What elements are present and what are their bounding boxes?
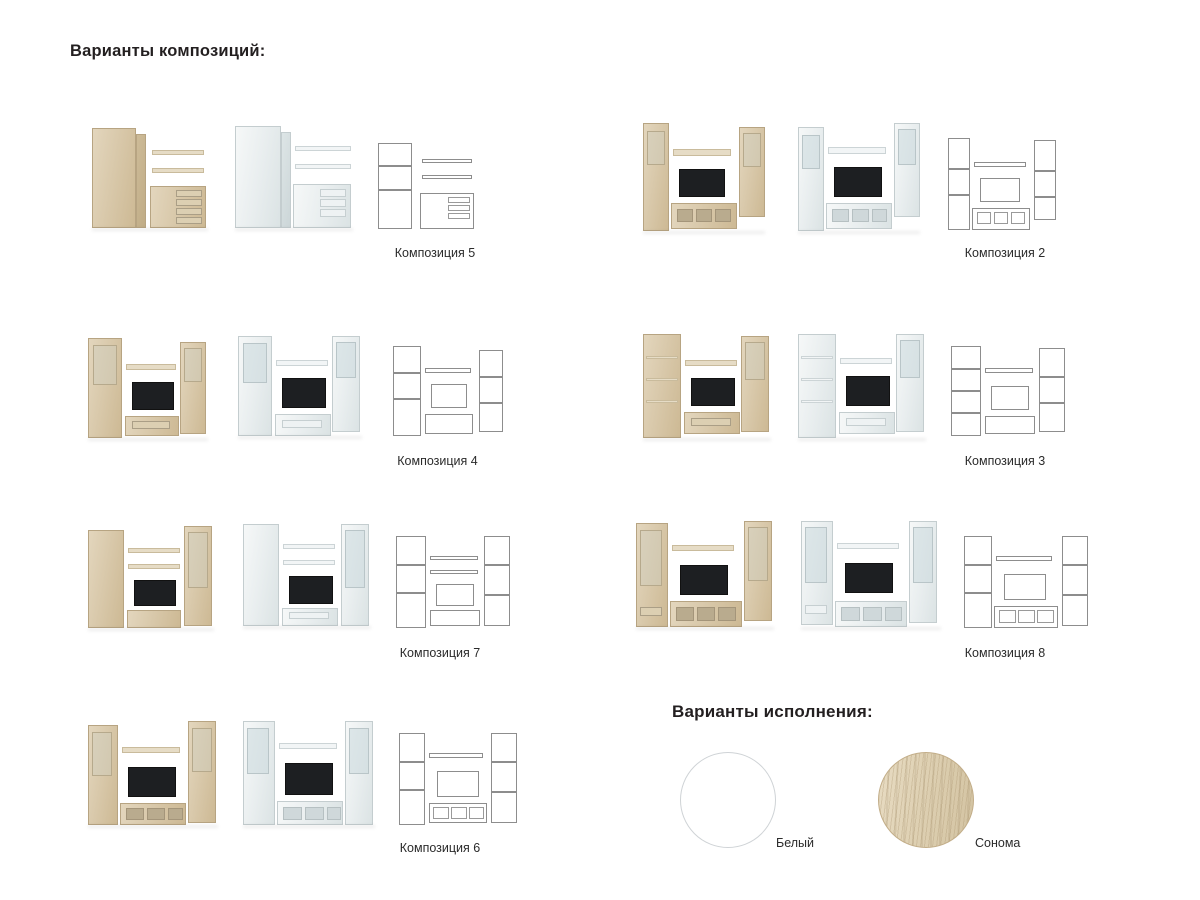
- tv-base: [985, 416, 1035, 434]
- drop-shadow: [243, 626, 371, 629]
- composition-8-variant-white: [795, 521, 945, 636]
- composition-4-variant-white: [230, 336, 370, 446]
- internal-shelf: [1039, 376, 1065, 378]
- tv-screen: [691, 378, 735, 406]
- vitrine-right-glass-door: [913, 527, 933, 583]
- vitrine-left-drawer: [805, 605, 827, 614]
- drop-shadow: [88, 825, 218, 828]
- composition-card-7[interactable]: [70, 510, 510, 660]
- drop-shadow: [801, 627, 941, 630]
- vitrine-right: [1062, 536, 1088, 626]
- internal-shelf: [484, 564, 510, 566]
- tv-base-niche: [718, 607, 736, 621]
- composition-caption: Композиция 4: [397, 454, 478, 468]
- sideboard-drawer: [448, 205, 470, 211]
- wardrobe-left: [396, 536, 426, 628]
- vitrine-right-glass-door: [748, 527, 768, 581]
- vitrine-left: [964, 536, 992, 628]
- wardrobe-left: [243, 524, 279, 626]
- internal-shelf: [393, 398, 421, 400]
- vitrine-right-glass-door: [900, 340, 920, 378]
- tv-base-niche: [147, 808, 165, 820]
- tv-screen: [437, 771, 479, 797]
- wall-shelf-lower: [295, 164, 351, 169]
- tv-screen: [431, 384, 467, 408]
- vitrine-left-glass-door: [805, 527, 827, 583]
- internal-shelf: [948, 194, 970, 196]
- wall-shelf-upper: [422, 159, 472, 163]
- tv-base-niche: [977, 212, 991, 224]
- internal-shelf: [964, 592, 992, 594]
- wall-shelf: [126, 364, 176, 370]
- sideboard-drawer: [448, 197, 470, 203]
- bookcase-shelf: [951, 390, 981, 392]
- sideboard-drawer: [176, 208, 202, 215]
- vitrine-left-glass-door: [243, 343, 267, 383]
- tv-screen: [132, 382, 174, 410]
- open-bookcase-left: [798, 334, 836, 438]
- tv-base-niche: [697, 607, 715, 621]
- bookcase-shelf: [646, 400, 678, 403]
- finish-label-white: Белый: [776, 836, 815, 850]
- vitrine-right-glass-door: [192, 728, 212, 772]
- tv-base-niche: [305, 807, 324, 820]
- composition-caption: Композиция 8: [964, 646, 1046, 660]
- tv-screen: [282, 378, 326, 408]
- composition-8-variant-wireframe: [960, 536, 1095, 636]
- internal-shelf: [393, 372, 421, 374]
- drop-shadow: [643, 231, 765, 234]
- composition-7-variant-wireframe: [390, 536, 520, 636]
- wall-shelf-upper: [283, 544, 335, 549]
- sideboard-drawer: [176, 199, 202, 206]
- drop-shadow: [643, 438, 771, 441]
- composition-card-6[interactable]: [70, 705, 510, 855]
- internal-shelf: [948, 168, 970, 170]
- wall-shelf: [122, 747, 180, 753]
- tv-base-niche: [863, 607, 882, 621]
- wardrobe-left: [88, 530, 124, 628]
- internal-shelf: [378, 165, 412, 167]
- vitrine-right: [484, 536, 510, 626]
- composition-card-8[interactable]: [630, 510, 1075, 660]
- composition-5-variant-wireframe: [370, 143, 490, 238]
- tower-right: [1034, 140, 1056, 220]
- internal-shelf: [479, 376, 503, 378]
- tv-base-niche: [126, 808, 144, 820]
- tv-base-niche: [832, 209, 849, 222]
- internal-shelf: [378, 189, 412, 191]
- tv-base: [430, 610, 480, 626]
- tv-base-drawer: [132, 421, 170, 429]
- tv-screen: [436, 584, 474, 606]
- tv-base-niche: [1018, 610, 1035, 623]
- sideboard-drawer: [448, 213, 470, 219]
- tv-screen: [285, 763, 333, 795]
- tv-screen: [680, 565, 728, 595]
- composition-3-variant-sonoma: [635, 334, 775, 446]
- tv-base-drawer: [846, 418, 886, 426]
- drop-shadow: [92, 228, 208, 231]
- composition-4-variant-wireframe: [385, 346, 515, 446]
- tv-base-niche: [696, 209, 712, 222]
- tv-base-niche: [715, 209, 731, 222]
- tv-base-niche: [677, 209, 693, 222]
- internal-shelf: [396, 592, 426, 594]
- tv-base-niche: [168, 808, 183, 820]
- vitrine-right-glass-door: [188, 532, 208, 588]
- tv-base: [425, 414, 473, 434]
- tv-base-niche: [841, 607, 860, 621]
- vitrine-right: [491, 733, 517, 823]
- drop-shadow: [243, 825, 375, 828]
- shelf-tower-right: [479, 350, 503, 432]
- tv-screen: [846, 376, 890, 406]
- composition-6-variant-wireframe: [395, 733, 525, 833]
- page-title: Варианты композиций:: [70, 42, 266, 60]
- composition-7-variant-white: [235, 524, 375, 636]
- open-bookcase-left: [643, 334, 681, 438]
- wardrobe-side: [281, 132, 291, 228]
- tv-screen: [834, 167, 882, 197]
- composition-card-2[interactable]: [630, 110, 1070, 260]
- sideboard-drawer: [320, 189, 346, 197]
- composition-caption: Композиция 7: [399, 646, 481, 660]
- wall-shelf-lower: [152, 168, 204, 173]
- tower-right-glass-door: [184, 348, 202, 382]
- tv-screen: [845, 563, 893, 593]
- wall-shelf: [985, 368, 1033, 373]
- internal-shelf: [1062, 594, 1088, 596]
- vitrine-right-glass-door: [745, 342, 765, 380]
- tv-base: [127, 610, 181, 628]
- composition-card-4[interactable]: [70, 318, 510, 468]
- wall-shelf: [425, 368, 471, 373]
- tv-screen: [1004, 574, 1046, 600]
- wall-shelf: [996, 556, 1052, 561]
- sideboard-drawer: [176, 190, 202, 197]
- tv-base-niche: [327, 807, 341, 820]
- bookcase-shelf: [951, 412, 981, 414]
- wall-shelf-lower: [422, 175, 472, 179]
- composition-2-variant-white: [790, 123, 930, 238]
- tv-base-drawer: [691, 418, 731, 426]
- tv-base-niche: [885, 607, 902, 621]
- composition-5-variant-white: [225, 126, 355, 238]
- composition-card-3[interactable]: [630, 318, 1070, 468]
- tv-screen: [991, 386, 1029, 410]
- tv-base-niche: [1011, 212, 1025, 224]
- tv-screen: [679, 169, 725, 197]
- vitrine-left-glass-door: [92, 732, 112, 776]
- tower-right-glass-door: [336, 342, 356, 378]
- internal-shelf: [1034, 196, 1056, 198]
- wall-shelf: [276, 360, 328, 366]
- tower-left: [948, 138, 970, 230]
- vitrine-left-glass-door: [640, 530, 662, 586]
- composition-caption: Композиция 6: [399, 841, 481, 855]
- vitrine-left-glass-door: [93, 345, 117, 385]
- internal-shelf: [1034, 170, 1056, 172]
- tv-base-niche: [469, 807, 484, 819]
- bookcase-shelf: [646, 356, 678, 359]
- internal-shelf: [491, 761, 517, 763]
- wall-shelf-upper: [430, 556, 478, 560]
- wall-shelf-lower: [430, 570, 478, 574]
- tv-base-niche: [1037, 610, 1054, 623]
- vitrine-left-drawer: [640, 607, 662, 616]
- internal-shelf: [399, 761, 425, 763]
- composition-4-variant-sonoma: [80, 338, 215, 446]
- vitrine-right-glass-door: [345, 530, 365, 588]
- tv-screen: [980, 178, 1020, 202]
- internal-shelf: [964, 564, 992, 566]
- wall-shelf: [429, 753, 483, 758]
- tv-screen: [289, 576, 333, 604]
- wall-shelf-upper: [152, 150, 204, 155]
- finish-swatch-white[interactable]: [680, 752, 776, 848]
- tv-base-niche: [994, 212, 1008, 224]
- tv-base-niche: [283, 807, 302, 820]
- tv-base-niche: [872, 209, 887, 222]
- tv-base-drawer: [282, 420, 322, 428]
- bookcase-shelf: [801, 356, 833, 359]
- wall-shelf: [685, 360, 737, 366]
- composition-2-variant-wireframe: [940, 138, 1070, 238]
- internal-shelf: [484, 594, 510, 596]
- wall-panel-shelf: [974, 162, 1026, 167]
- vitrine-left: [399, 733, 425, 825]
- vitrine-left: [393, 346, 421, 436]
- sideboard-drawer: [320, 199, 346, 207]
- drop-shadow: [88, 438, 208, 441]
- composition-6-variant-white: [235, 721, 380, 833]
- composition-caption: Композиция 2: [964, 246, 1046, 260]
- composition-caption: Композиция 3: [964, 454, 1046, 468]
- wardrobe-tall: [92, 128, 136, 228]
- drop-shadow: [798, 438, 926, 441]
- internal-shelf: [399, 789, 425, 791]
- drop-shadow: [798, 231, 920, 234]
- internal-shelf: [479, 402, 503, 404]
- vitrine-right: [1039, 348, 1065, 432]
- tower-right-glass-door: [743, 133, 761, 167]
- drop-shadow: [238, 436, 362, 439]
- sideboard-drawer: [176, 217, 202, 224]
- tower-right-glass-door: [898, 129, 916, 165]
- composition-3-variant-wireframe: [945, 346, 1075, 446]
- vitrine-left-glass-door: [247, 728, 269, 774]
- tv-base-niche: [852, 209, 869, 222]
- composition-3-variant-white: [790, 334, 930, 446]
- tower-left-glass-door: [802, 135, 820, 169]
- wall-shelf-upper: [128, 548, 180, 553]
- composition-8-variant-sonoma: [630, 521, 780, 636]
- tv-screen: [134, 580, 176, 606]
- composition-2-variant-sonoma: [635, 123, 775, 238]
- wardrobe-side: [136, 134, 146, 228]
- tv-base-niche: [999, 610, 1016, 623]
- internal-shelf: [396, 564, 426, 566]
- wall-panel-shelf: [828, 147, 886, 154]
- bookcase-shelf: [801, 400, 833, 403]
- composition-5-variant-sonoma: [80, 128, 210, 238]
- internal-shelf: [1062, 564, 1088, 566]
- tv-base-niche: [451, 807, 467, 819]
- bookcase-shelf: [801, 378, 833, 381]
- wall-shelf: [279, 743, 337, 749]
- wardrobe-tall: [235, 126, 281, 228]
- bookcase-shelf: [951, 368, 981, 370]
- composition-caption: Композиция 5: [394, 246, 476, 260]
- drop-shadow: [235, 228, 353, 231]
- composition-6-variant-sonoma: [80, 721, 220, 833]
- wall-shelf-lower: [128, 564, 180, 569]
- drop-shadow: [636, 627, 774, 630]
- composition-7-variant-sonoma: [80, 526, 220, 636]
- finishes-title: Варианты исполнения:: [672, 702, 873, 721]
- finish-swatch-sonoma[interactable]: [878, 752, 974, 848]
- tv-base-niche: [676, 607, 694, 621]
- drop-shadow: [88, 628, 214, 631]
- bookcase-shelf: [646, 378, 678, 381]
- tv-screen: [128, 767, 176, 797]
- tower-left-glass-door: [647, 131, 665, 165]
- wall-shelf: [837, 543, 899, 549]
- wall-shelf: [672, 545, 734, 551]
- finish-label-sonoma: Сонома: [975, 836, 1021, 850]
- wardrobe-tall: [378, 143, 412, 229]
- composition-card-5[interactable]: [70, 110, 500, 260]
- vitrine-right-glass-door: [349, 728, 369, 774]
- wall-shelf: [840, 358, 892, 364]
- wall-shelf-upper: [295, 146, 351, 151]
- internal-shelf: [1039, 402, 1065, 404]
- sideboard-drawer: [320, 209, 346, 217]
- tv-base-niche: [433, 807, 449, 819]
- wall-panel-shelf: [673, 149, 731, 156]
- internal-shelf: [491, 791, 517, 793]
- wall-shelf-lower: [283, 560, 335, 565]
- tv-base-drawer: [289, 612, 329, 619]
